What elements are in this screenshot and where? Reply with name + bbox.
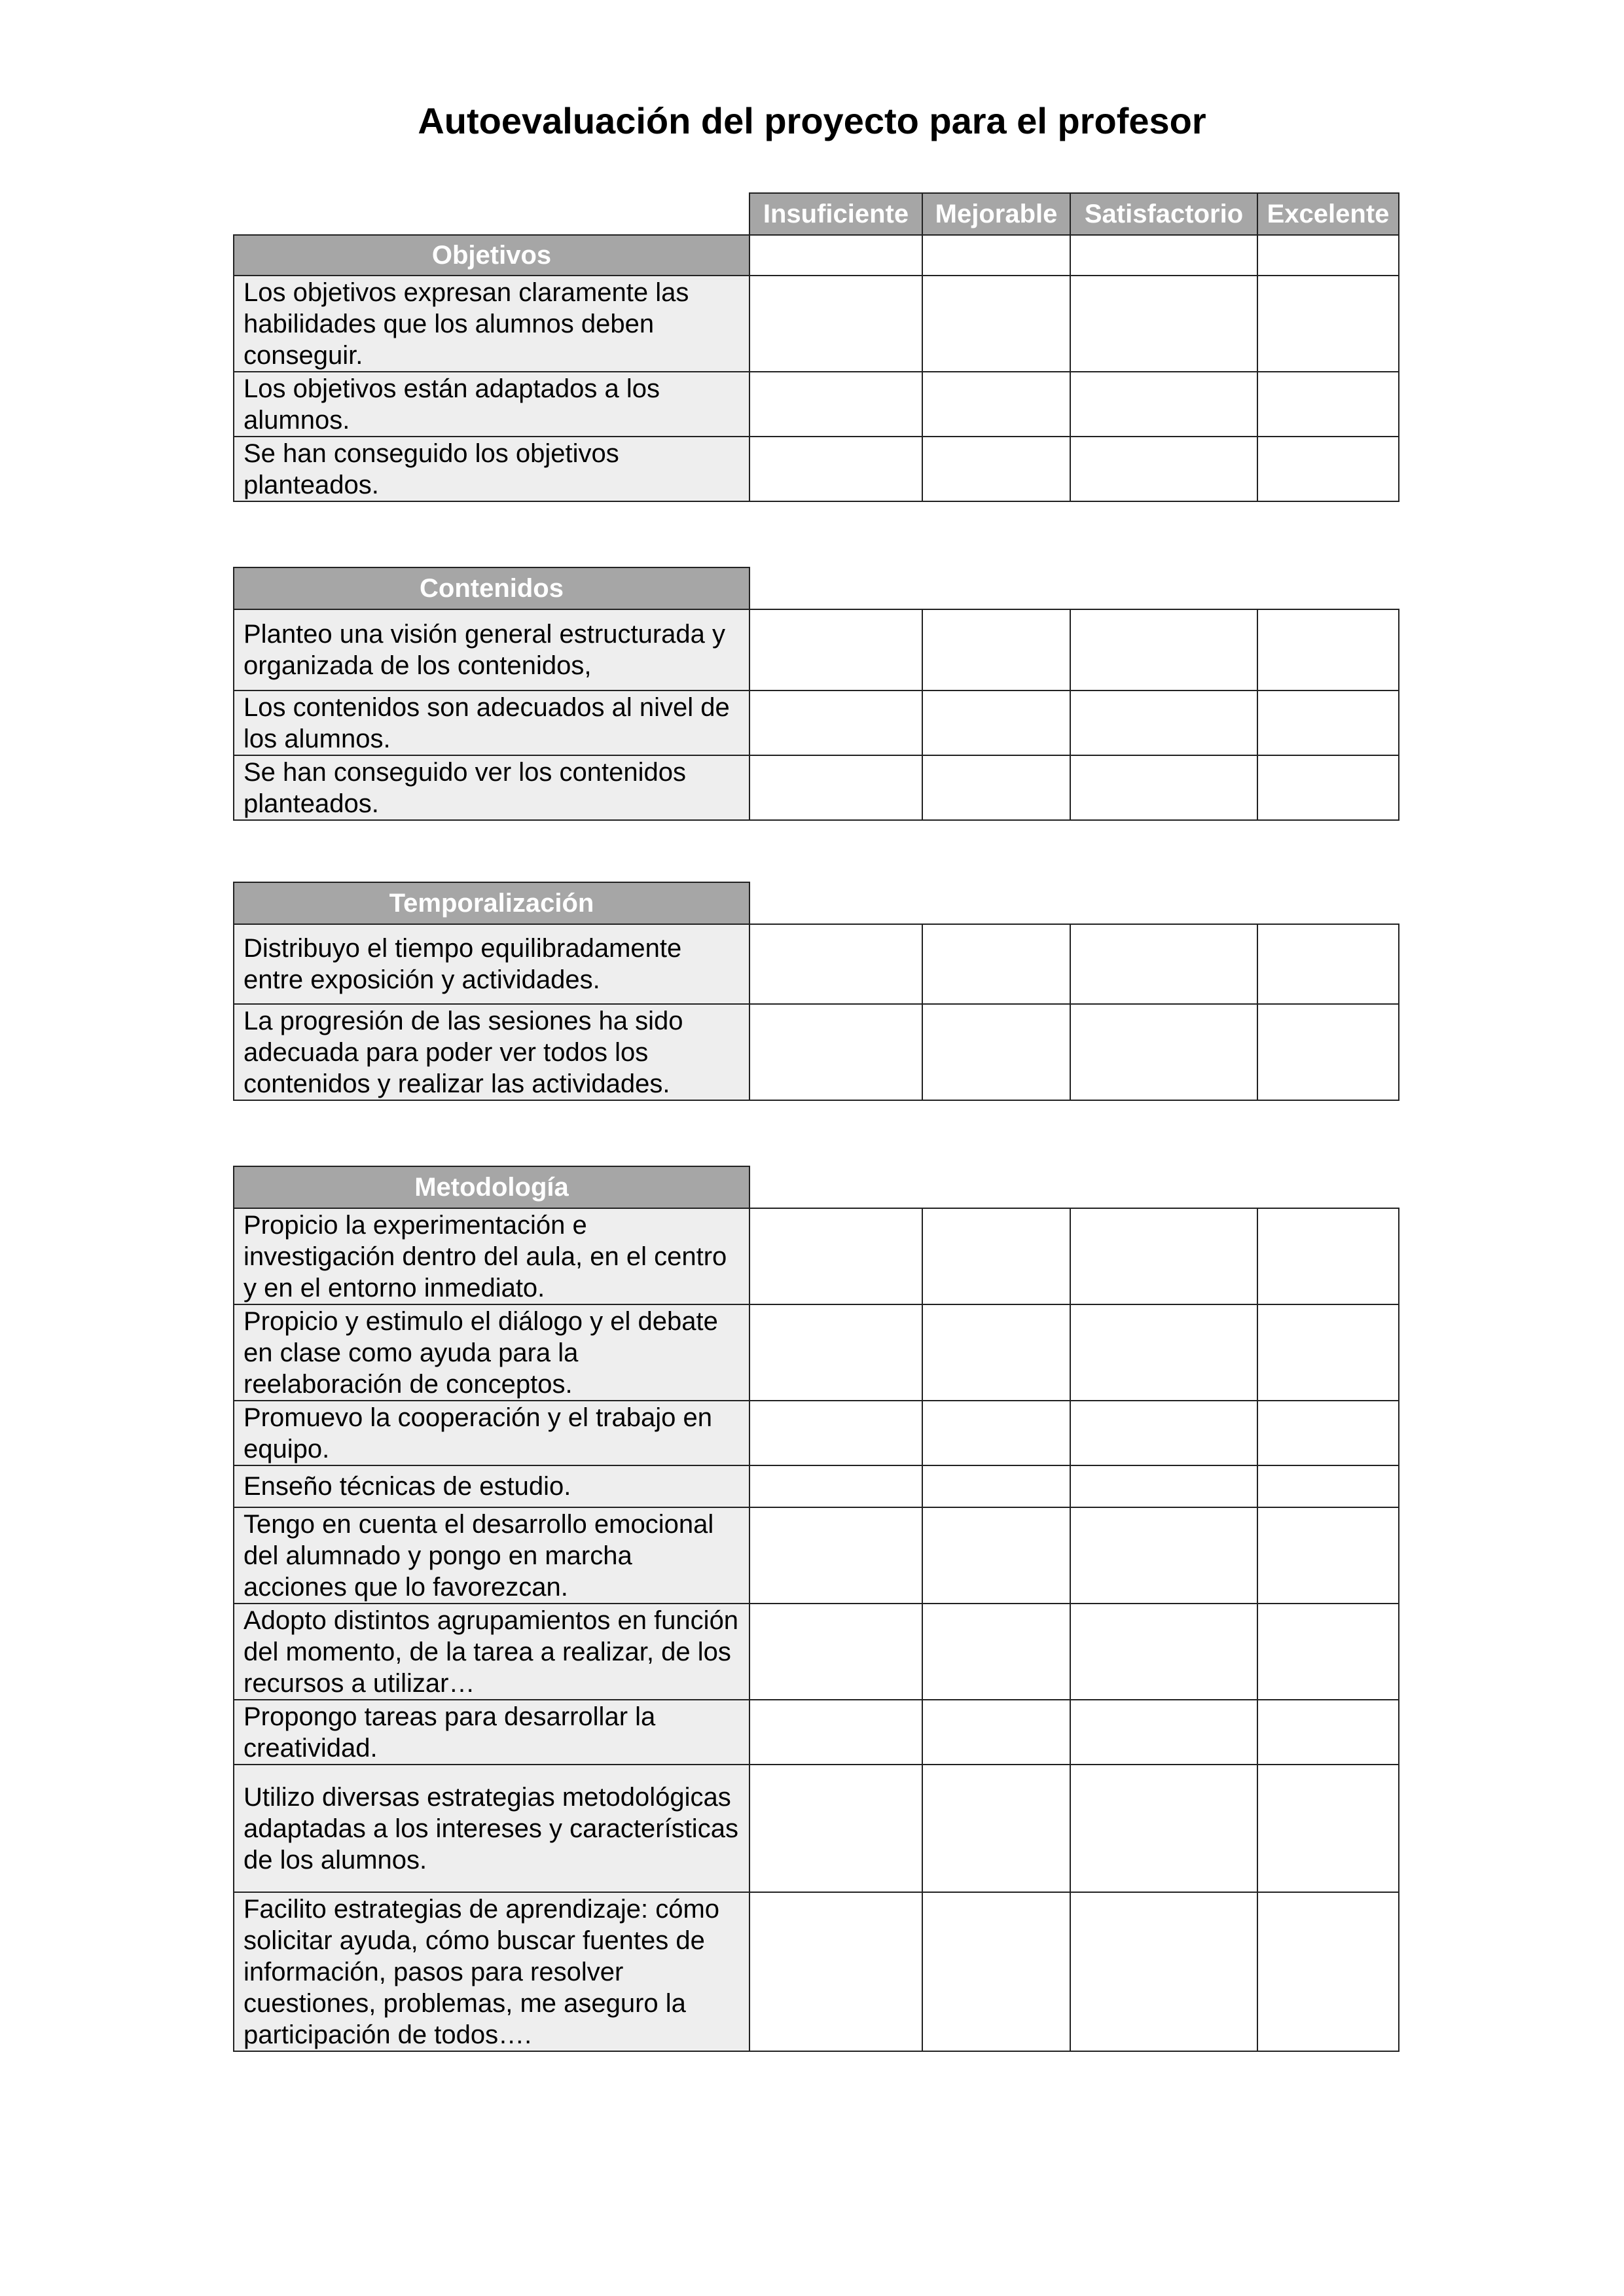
criterion-text: Propongo tareas para desarrollar la creatividad.	[234, 1700, 749, 1765]
rating-cell[interactable]	[749, 1004, 922, 1100]
column-header-insuficiente: Insuficiente	[749, 193, 922, 235]
criterion-text: La progresión de las sesiones ha sido adecuada para poder ver todos los contenidos y realizar las actividades.	[234, 1004, 749, 1100]
rating-cell[interactable]	[1257, 1507, 1399, 1604]
table-contenidos	[233, 567, 1399, 821]
rating-cell[interactable]	[749, 1401, 922, 1465]
criterion-text: Promuevo la cooperación y el trabajo en equipo.	[234, 1401, 749, 1465]
rating-cell[interactable]	[1257, 372, 1399, 437]
rating-cell[interactable]	[1070, 1892, 1257, 2051]
table-row	[234, 691, 1399, 755]
rating-cell[interactable]	[1070, 1700, 1257, 1765]
rating-cell[interactable]	[1257, 437, 1399, 501]
criterion-text: Planteo una visión general estructurada y organizada de los contenidos,	[234, 609, 749, 691]
rating-cell[interactable]	[749, 276, 922, 372]
rating-cell[interactable]	[749, 1304, 922, 1401]
rating-cell[interactable]	[1070, 1208, 1257, 1304]
criterion-text: Distribuyo el tiempo equilibradamente entre exposición y actividades.	[234, 924, 749, 1004]
table-row	[234, 276, 1399, 372]
rating-cell[interactable]	[922, 1004, 1070, 1100]
table-row	[234, 1765, 1399, 1892]
table-row	[234, 1892, 1399, 2051]
rating-cell[interactable]	[922, 1507, 1070, 1604]
rating-cell[interactable]	[1070, 1004, 1257, 1100]
rating-cell[interactable]	[1070, 1765, 1257, 1892]
rating-cell[interactable]	[922, 1604, 1070, 1700]
table-row	[234, 755, 1399, 820]
rating-cell[interactable]	[922, 755, 1070, 820]
section-title-metodologia: Metodología	[234, 1166, 749, 1208]
criterion-text: Los objetivos expresan claramente las habilidades que los alumnos deben conseguir.	[234, 276, 749, 372]
rating-cell[interactable]	[749, 437, 922, 501]
criterion-text: Tengo en cuenta el desarrollo emocional del alumnado y pongo en marcha acciones que lo favorezcan.	[234, 1507, 749, 1604]
rating-cell[interactable]	[1257, 1700, 1399, 1765]
rating-cell[interactable]	[922, 372, 1070, 437]
rating-cell[interactable]	[1257, 924, 1399, 1004]
rating-cell[interactable]	[1070, 609, 1257, 691]
rating-cell[interactable]	[749, 1465, 922, 1507]
criterion-text: Los objetivos están adaptados a los alumnos.	[234, 372, 749, 437]
table-row	[234, 1465, 1399, 1507]
rating-cell[interactable]	[1257, 235, 1399, 276]
rating-cell[interactable]	[922, 1401, 1070, 1465]
rating-cell[interactable]	[1257, 1004, 1399, 1100]
table-row	[234, 1208, 1399, 1304]
rating-cell[interactable]	[749, 1604, 922, 1700]
criterion-text: Adopto distintos agrupamientos en función del momento, de la tarea a realizar, de los recursos a utilizar…	[234, 1604, 749, 1700]
rating-cell[interactable]	[749, 755, 922, 820]
section-title-temporalizacion: Temporalización	[234, 882, 749, 924]
table-objetivos	[233, 192, 1399, 502]
rating-cell[interactable]	[1070, 1401, 1257, 1465]
rating-cell[interactable]	[1070, 372, 1257, 437]
rating-cell[interactable]	[749, 1700, 922, 1765]
rating-cell[interactable]	[922, 1700, 1070, 1765]
column-header-satisfactorio: Satisfactorio	[1070, 193, 1257, 235]
rating-cell[interactable]	[922, 1304, 1070, 1401]
criterion-text: Propicio y estimulo el diálogo y el debate en clase como ayuda para la reelaboración de conceptos.	[234, 1304, 749, 1401]
table-row	[234, 1700, 1399, 1765]
rating-cell[interactable]	[749, 609, 922, 691]
criterion-text: Propicio la experimentación e investigación dentro del aula, en el centro y en el entorno inmediato.	[234, 1208, 749, 1304]
table-row	[234, 1604, 1399, 1700]
rating-cell[interactable]	[749, 1892, 922, 2051]
rating-cell[interactable]	[922, 437, 1070, 501]
table-row	[234, 924, 1399, 1004]
rating-cell[interactable]	[922, 691, 1070, 755]
rating-cell[interactable]	[1257, 609, 1399, 691]
rating-cell[interactable]	[922, 924, 1070, 1004]
rating-cell[interactable]	[1257, 755, 1399, 820]
criterion-text: Los contenidos son adecuados al nivel de los alumnos.	[234, 691, 749, 755]
page-title: Autoevaluación del proyecto para el profesor	[418, 100, 1206, 141]
rating-cell[interactable]	[749, 1507, 922, 1604]
rating-cell[interactable]	[749, 924, 922, 1004]
section-title-objetivos: Objetivos	[234, 235, 749, 276]
rating-cell[interactable]	[1257, 691, 1399, 755]
rating-cell[interactable]	[1070, 691, 1257, 755]
table-row	[234, 609, 1399, 691]
rating-cell[interactable]	[922, 1765, 1070, 1892]
column-header-excelente: Excelente	[1257, 193, 1399, 235]
rating-cell[interactable]	[1070, 276, 1257, 372]
table-row	[234, 372, 1399, 437]
column-header-mejorable: Mejorable	[922, 193, 1070, 235]
rating-cell[interactable]	[1070, 1304, 1257, 1401]
rating-cell[interactable]	[922, 276, 1070, 372]
rating-cell[interactable]	[1257, 1892, 1399, 2051]
rating-cell[interactable]	[922, 1208, 1070, 1304]
rating-cell[interactable]	[749, 691, 922, 755]
criterion-text: Enseño técnicas de estudio.	[234, 1465, 749, 1507]
rating-cell[interactable]	[749, 1765, 922, 1892]
rating-cell[interactable]	[1257, 1304, 1399, 1401]
rating-cell[interactable]	[922, 1892, 1070, 2051]
criterion-text: Facilito estrategias de aprendizaje: cómo solicitar ayuda, cómo buscar fuentes de información, pasos para resolver cuestiones, problemas, me aseguro la participación de todos….	[234, 1892, 749, 2051]
rating-cell[interactable]	[749, 1208, 922, 1304]
rating-cell[interactable]	[1257, 1208, 1399, 1304]
table-row	[234, 1304, 1399, 1401]
rating-cell[interactable]	[1070, 437, 1257, 501]
rating-cell[interactable]	[1070, 1507, 1257, 1604]
rating-cell[interactable]	[1257, 276, 1399, 372]
table-temporalizacion	[233, 882, 1399, 1101]
rating-header-row	[234, 193, 1399, 235]
rating-cell[interactable]	[749, 372, 922, 437]
table-row	[234, 437, 1399, 501]
table-row	[234, 1401, 1399, 1465]
section-header-row	[234, 1166, 1399, 1208]
rating-cell[interactable]	[1257, 1604, 1399, 1700]
rating-cell[interactable]	[749, 235, 922, 276]
section-header-row	[234, 235, 1399, 276]
rating-cell[interactable]	[1257, 1765, 1399, 1892]
rating-cell[interactable]	[1070, 1604, 1257, 1700]
table-metodologia	[233, 1166, 1399, 2052]
rating-cell[interactable]	[1070, 755, 1257, 820]
section-title-contenidos: Contenidos	[234, 567, 749, 609]
rating-cell[interactable]	[1070, 1465, 1257, 1507]
section-header-row	[234, 567, 1399, 609]
table-row	[234, 1004, 1399, 1100]
criterion-text: Se han conseguido los objetivos planteados.	[234, 437, 749, 501]
rating-cell[interactable]	[1257, 1401, 1399, 1465]
criterion-text: Se han conseguido ver los contenidos planteados.	[234, 755, 749, 820]
table-row	[234, 1507, 1399, 1604]
rating-cell[interactable]	[922, 609, 1070, 691]
rating-cell[interactable]	[1070, 235, 1257, 276]
rating-cell[interactable]	[922, 235, 1070, 276]
header-spacer	[234, 193, 749, 235]
rating-cell[interactable]	[922, 1465, 1070, 1507]
criterion-text: Utilizo diversas estrategias metodológicas adaptadas a los intereses y características de los alumnos.	[234, 1765, 749, 1892]
rating-cell[interactable]	[1257, 1465, 1399, 1507]
rating-cell[interactable]	[1070, 924, 1257, 1004]
section-header-row	[234, 882, 1399, 924]
